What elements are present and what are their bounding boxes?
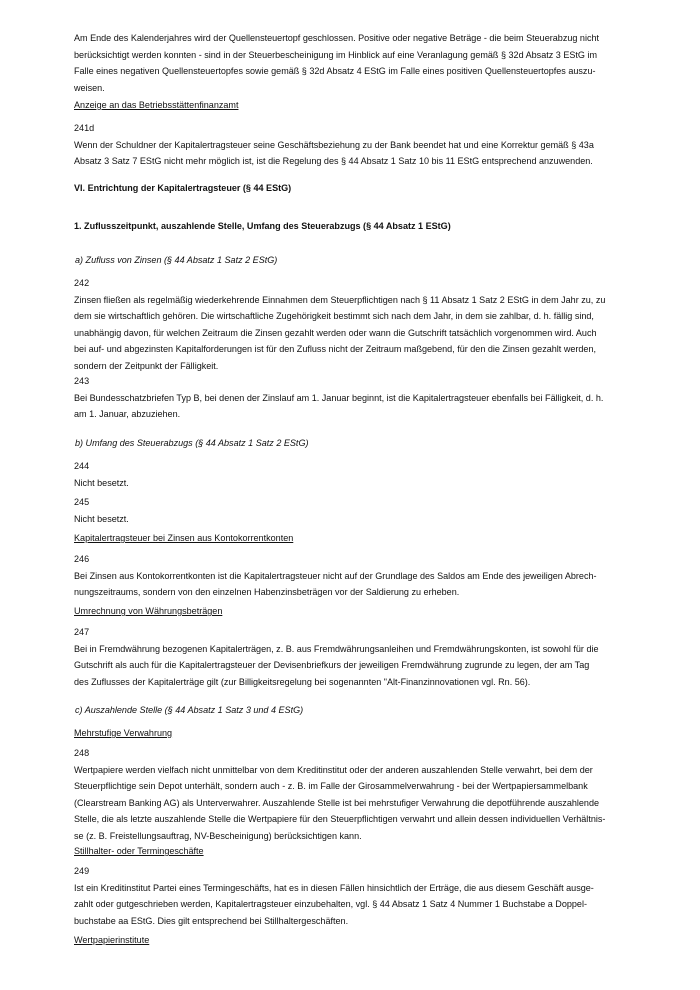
- margin-number-241d-block: [74, 120, 630, 170]
- text-line: Steuerpflichtige sein Depot unterhält, sondern auch - z. B. im Falle der Girosammelverwahrung - bei der Wertpapiersammelbank: [74, 781, 588, 791]
- section-heading-anzeige: Anzeige an das Betriebsstättenfinanzamt: [74, 100, 239, 110]
- margin-number-248-block: [74, 745, 630, 844]
- margin-number-243-block: [74, 373, 630, 423]
- text-line: Bei Bundesschatzbriefen Typ B, bei denen der Zinslauf am 1. Januar beginnt, ist die Kapitalertragsteuer ebenfalls bei Fälligkeit, d. h.: [74, 392, 604, 403]
- margin-number: 244: [74, 461, 90, 471]
- intro-paragraph: [74, 30, 630, 96]
- margin-number-246-block: [74, 551, 630, 601]
- margin-number: 243: [74, 376, 90, 386]
- text-line: Falle eines negativen Quellensteuertopfes sowie gemäß § 32d Absatz 4 EStG im Falle eines positiven Quellensteuertopfes auszu-: [74, 66, 596, 76]
- section-heading-mehrstufig: Mehrstufige Verwahrung: [74, 728, 173, 738]
- margin-number: 242: [74, 278, 90, 288]
- chapter-heading-vi: VI. Entrichtung der Kapitalertragsteuer (§ 44 EStG): [74, 183, 292, 193]
- margin-number-242-block: [74, 275, 630, 374]
- margin-number-244-block: [74, 458, 630, 491]
- text-line: nungszeitraums, sondern von den einzelnen Habenzinsbeträgen vor der Saldierung zu erheben.: [74, 587, 460, 597]
- text-line: Nicht besetzt.: [74, 477, 129, 488]
- margin-number-247-block: [74, 624, 630, 690]
- text-line: Wenn der Schuldner der Kapitalertragsteuer seine Geschäftsbeziehung zu der Bank beendet hat und eine Korrektur gemäß § 43a: [74, 139, 594, 150]
- margin-number: 246: [74, 554, 90, 564]
- subsection-heading-c: c) Auszahlende Stelle (§ 44 Absatz 1 Satz 3 und 4 EStG): [75, 705, 304, 715]
- margin-number-249-block: [74, 863, 630, 929]
- margin-number: 247: [74, 627, 90, 637]
- text-line: se (z. B. Freistellungsauftrag, NV-Bescheinigung) berücksichtigen kann.: [74, 830, 362, 841]
- text-line: Absatz 3 Satz 7 EStG nicht mehr möglich ist, ist die Regelung des § 44 Absatz 1 Satz 10 bis 11 EStG entsprechend anzuwenden.: [74, 156, 593, 166]
- subsection-heading-a: a) Zufluss von Zinsen (§ 44 Absatz 1 Satz 2 EStG): [75, 255, 278, 265]
- section-heading-wertpapierinstitute: Wertpapierinstitute: [74, 935, 150, 945]
- text-line: sondern der Zeitpunkt der Fälligkeit.: [74, 360, 219, 371]
- text-line: unabhängig davon, für welchen Zeitraum die Zinsen gezahlt werden oder wann die Gutschrift tatsächlich vorgenommen wird. Auch: [74, 327, 597, 338]
- section-heading-1: 1. Zuflusszeitpunkt, auszahlende Stelle, Umfang des Steuerabzugs (§ 44 Absatz 1 EStG): [74, 221, 451, 231]
- margin-number-245-block: [74, 494, 630, 527]
- margin-number: 245: [74, 497, 90, 507]
- text-line: Bei in Fremdwährung bezogenen Kapitalerträgen, z. B. aus Fremdwährungsanleihen und Fremdwährungskonten, ist sowohl für die: [74, 643, 599, 654]
- section-heading-waehrung: Umrechnung von Währungsbeträgen: [74, 606, 223, 616]
- margin-number: 241d: [74, 123, 95, 133]
- text-line: bei auf- und abgezinsten Kapitalforderungen ist für den Zufluss nicht der Zeitraum maßgebend, für den die Zinsen gezahlt werden,: [74, 344, 597, 354]
- text-line: Zinsen fließen als regelmäßig wiederkehrende Einnahmen dem Steuerpflichtigen nach § 11 Absatz 1 Satz 2 EStG in dem Jahr zu, zu: [74, 294, 606, 305]
- text-line: am 1. Januar, abzuziehen.: [74, 409, 181, 419]
- margin-number: 248: [74, 748, 90, 758]
- subsection-heading-b: b) Umfang des Steuerabzugs (§ 44 Absatz 1 Satz 2 EStG): [75, 438, 309, 448]
- text-line: (Clearstream Banking AG) als Unterverwahrer. Auszahlende Stelle ist bei mehrstufiger Verwahrung die depotführende auszahlende: [74, 797, 600, 808]
- margin-number: 249: [74, 866, 90, 876]
- text-line: Ist ein Kreditinstitut Partei eines Termingeschäfts, hat es in diesen Fällen hinsichtlich der Erträge, die aus diesem Geschäft ausge-: [74, 882, 594, 893]
- text-line: Nicht besetzt.: [74, 513, 129, 524]
- text-line: berücksichtigt werden konnten - sind in der Steuerbescheinigung im Hinblick auf eine Veranlagung gemäß § 32d Absatz 3 EStG im: [74, 49, 598, 60]
- section-heading-kontokorrent: Kapitalertragsteuer bei Zinsen aus Kontokorrentkonten: [74, 533, 294, 543]
- text-line: dem sie wirtschaftlich gehören. Die wirtschaftliche Zugehörigkeit bestimmt sich nach dem Jahr, in dem sie zahlbar, d. h. fällig sind,: [74, 311, 594, 321]
- text-line: weisen.: [74, 82, 105, 93]
- section-heading-stillhalter: Stillhalter- oder Termingeschäfte: [74, 846, 204, 856]
- text-line: des Zuflusses der Kapitalerträge gilt (zur Billigkeitsregelung bei sogenannten "Alt-Finanzinnovationen vgl. Rn. 56).: [74, 676, 531, 687]
- text-line: Bei Zinsen aus Kontokorrentkonten ist die Kapitalertragsteuer nicht auf der Grundlage des Saldos am Ende des jeweiligen Abrech-: [74, 570, 597, 581]
- text-line: Gutschrift als auch für die Kapitalertragsteuer der Devisenbriefkurs der jeweiligen Fremdwährung zugrunde zu legen, der am Tag: [74, 660, 590, 670]
- text-line: buchstabe aa EStG. Dies gilt entsprechend bei Stillhaltergeschäften.: [74, 915, 349, 926]
- text-line: Am Ende des Kalenderjahres wird der Quellensteuertopf geschlossen. Positive oder negative Beträge - die beim Steuerabzug nicht: [74, 33, 600, 43]
- text-line: zahlt oder gutgeschrieben werden, Kapitalertragsteuer einzubehalten, vgl. § 44 Absatz 1 Satz 4 Nummer 1 Buchstabe a Doppel-: [74, 899, 587, 909]
- text-line: Stelle, die als letzte auszahlende Stelle die Wertpapiere für den Steuerpflichtigen verwahrt und allein dessen individuellen Verhältnis-: [74, 814, 606, 824]
- text-line: Wertpapiere werden vielfach nicht unmittelbar von dem Kreditinstitut oder der anderen auszahlenden Stelle verwahrt, bei dem der: [74, 764, 593, 775]
